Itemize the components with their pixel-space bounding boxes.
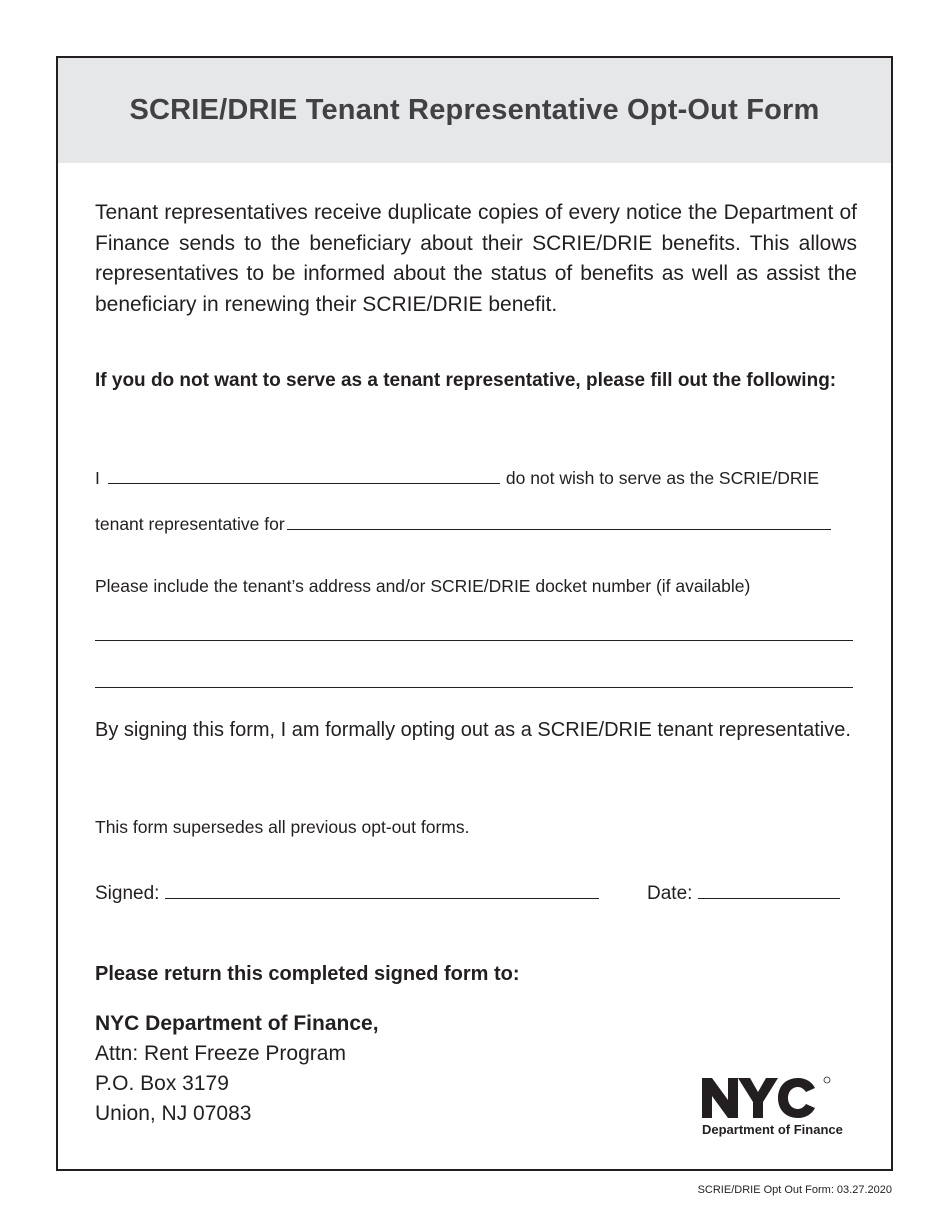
signature-row [95,879,599,905]
date-row [647,879,840,905]
include-note: Please include the tenant’s address and/or SCRIE/DRIE docket number (if available) [95,576,751,596]
signed-label: Signed: [95,883,160,904]
date-field[interactable] [698,879,840,899]
supersedes-note: This form supersedes all previous opt-out forms. [95,817,470,837]
nyc-dof-logo [702,1076,868,1142]
tenant-address-field-1[interactable] [95,640,853,641]
tenant-name-field[interactable] [287,512,831,530]
line-i-prefix: I [95,468,100,488]
date-label: Date: [647,883,693,904]
form-title: SCRIE/DRIE Tenant Representative Opt-Out Form [129,94,820,126]
address-city: Union, NJ 07083 [95,1102,252,1125]
address-org: NYC Department of Finance, [95,1012,379,1035]
nyc-logo-icon [702,1076,832,1120]
return-heading: Please return this completed signed form to: [95,963,520,985]
tenant-address-field-2[interactable] [95,687,853,688]
intro-paragraph: Tenant representatives receive duplicate copies of every notice the Department of Finance sends to the beneficiary about their SCRIE/DRIE benefits. This allows representatives to be informed about the status of benefits as well as assist the beneficiary in renewing their SCRIE/DRIE benefit. [95,201,857,316]
line-for-prefix: tenant representative for [95,514,285,534]
opt-out-form [56,56,893,1171]
mailing-address [95,1009,379,1129]
address-box: P.O. Box 3179 [95,1072,229,1095]
optout-statement: By signing this form, I am formally opting out as a SCRIE/DRIE tenant representative. [95,719,851,741]
instruction-heading: If you do not want to serve as a tenant representative, please fill out the following: [95,370,837,391]
form-code: SCRIE/DRIE Opt Out Form: 03.27.2020 [697,1184,892,1196]
logo-caption: Department of Finance [702,1122,843,1137]
title-band [58,58,891,163]
representative-name-field[interactable] [108,466,500,484]
address-attn: Attn: Rent Freeze Program [95,1042,346,1065]
tenant-name-row [95,512,831,535]
representative-name-row [95,466,819,489]
signature-field[interactable] [165,879,599,899]
line-i-suffix: do not wish to serve as the SCRIE/DRIE [505,468,820,488]
